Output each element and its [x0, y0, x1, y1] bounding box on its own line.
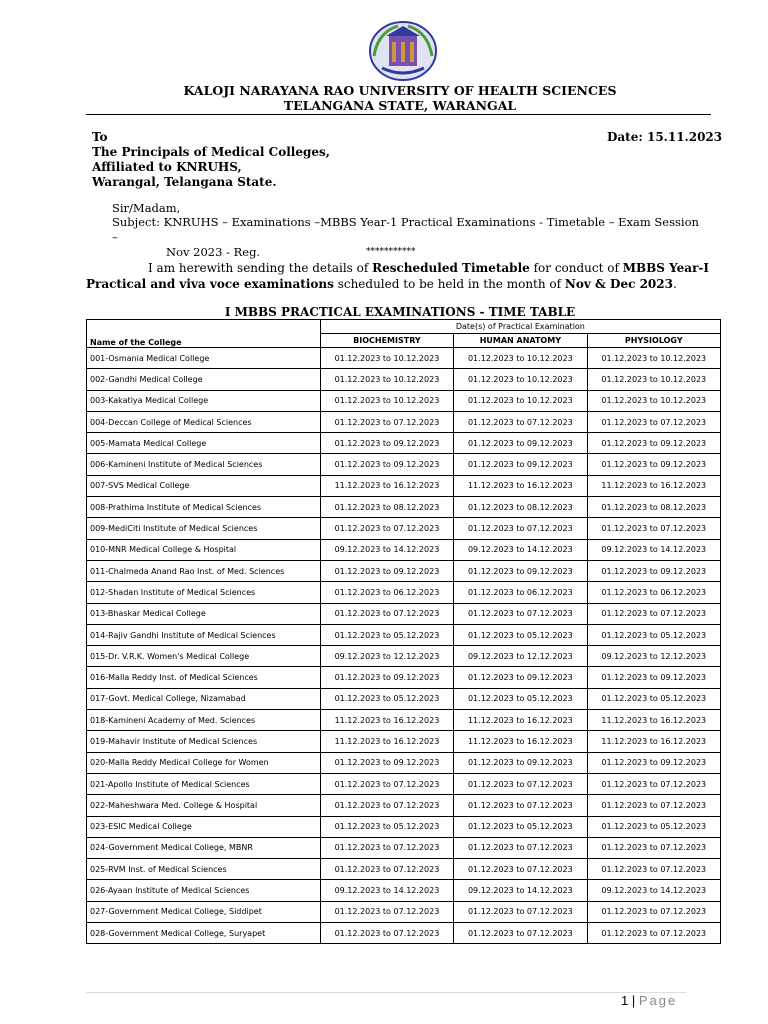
- separator-stars: ***********: [366, 247, 416, 257]
- college-name-cell: 008-Prathima Institute of Medical Sciences: [87, 497, 321, 518]
- college-name-cell: 027-Government Medical College, Siddipet: [87, 901, 321, 922]
- date-range-cell: 11.12.2023 to 16.12.2023: [320, 475, 453, 496]
- date-range-cell: 11.12.2023 to 16.12.2023: [587, 710, 720, 731]
- table-row: [87, 859, 721, 880]
- table-row: [87, 475, 721, 496]
- recipient-block: [92, 130, 330, 190]
- date-range-cell: 01.12.2023 to 09.12.2023: [587, 454, 720, 475]
- para-text: .: [672, 277, 677, 291]
- date-range-cell: 01.12.2023 to 10.12.2023: [454, 390, 587, 411]
- college-name-cell: 017-Govt. Medical College, Nizamabad: [87, 688, 321, 709]
- date-range-cell: 01.12.2023 to 07.12.2023: [320, 795, 453, 816]
- date-range-cell: 01.12.2023 to 07.12.2023: [320, 859, 453, 880]
- para-bold: Nov & Dec 2023: [564, 277, 673, 291]
- date-range-cell: 09.12.2023 to 12.12.2023: [587, 646, 720, 667]
- date-range-cell: 01.12.2023 to 07.12.2023: [454, 518, 587, 539]
- date-range-cell: 01.12.2023 to 09.12.2023: [454, 667, 587, 688]
- table-row: [87, 582, 721, 603]
- date-range-cell: 01.12.2023 to 05.12.2023: [320, 624, 453, 645]
- college-name-cell: 010-MNR Medical College & Hospital: [87, 539, 321, 560]
- date-range-cell: 01.12.2023 to 07.12.2023: [454, 837, 587, 858]
- date-range-cell: 01.12.2023 to 07.12.2023: [454, 773, 587, 794]
- date-range-cell: 01.12.2023 to 07.12.2023: [454, 795, 587, 816]
- body-paragraph: [86, 260, 711, 292]
- date-range-cell: 01.12.2023 to 07.12.2023: [587, 923, 720, 944]
- college-name-cell: 022-Maheshwara Med. College & Hospital: [87, 795, 321, 816]
- page-number-value: 1: [621, 993, 629, 1008]
- date-range-cell: 01.12.2023 to 10.12.2023: [320, 390, 453, 411]
- table-row: [87, 795, 721, 816]
- date-range-cell: 01.12.2023 to 07.12.2023: [320, 837, 453, 858]
- page-separator: |: [628, 993, 639, 1008]
- date-range-cell: 01.12.2023 to 06.12.2023: [454, 582, 587, 603]
- college-name-cell: 025-RVM Inst. of Medical Sciences: [87, 859, 321, 880]
- date-range-cell: 09.12.2023 to 14.12.2023: [320, 539, 453, 560]
- table-row: [87, 880, 721, 901]
- date-range-cell: 01.12.2023 to 08.12.2023: [320, 497, 453, 518]
- college-name-cell: 026-Ayaan Institute of Medical Sciences: [87, 880, 321, 901]
- date-range-cell: 01.12.2023 to 09.12.2023: [454, 752, 587, 773]
- date-range-cell: 01.12.2023 to 10.12.2023: [587, 369, 720, 390]
- date-range-cell: 09.12.2023 to 14.12.2023: [454, 539, 587, 560]
- table-row: [87, 433, 721, 454]
- date-range-cell: 09.12.2023 to 12.12.2023: [320, 646, 453, 667]
- date-range-cell: 01.12.2023 to 09.12.2023: [454, 454, 587, 475]
- university-location: TELANGANA STATE, WARANGAL: [283, 98, 517, 113]
- date-range-cell: 11.12.2023 to 16.12.2023: [587, 475, 720, 496]
- table-row: [87, 667, 721, 688]
- table-row: [87, 560, 721, 581]
- date-range-cell: 01.12.2023 to 07.12.2023: [320, 603, 453, 624]
- college-name-cell: 019-Mahavir Institute of Medical Sciences: [87, 731, 321, 752]
- para-bold: Rescheduled Timetable: [372, 261, 530, 275]
- header-divider: [86, 114, 711, 115]
- date-range-cell: 11.12.2023 to 16.12.2023: [454, 731, 587, 752]
- date-range-cell: 11.12.2023 to 16.12.2023: [454, 710, 587, 731]
- date-range-cell: 01.12.2023 to 10.12.2023: [587, 390, 720, 411]
- column-header-physiology: PHYSIOLOGY: [587, 334, 720, 348]
- college-name-cell: 007-SVS Medical College: [87, 475, 321, 496]
- date-range-cell: 01.12.2023 to 09.12.2023: [454, 560, 587, 581]
- date-range-cell: 01.12.2023 to 09.12.2023: [320, 667, 453, 688]
- subject-line-continued: Nov 2023 - Reg.: [166, 245, 261, 259]
- date-range-cell: 01.12.2023 to 07.12.2023: [587, 411, 720, 432]
- college-name-cell: 002-Gandhi Medical College: [87, 369, 321, 390]
- para-text: for conduct of: [529, 261, 623, 275]
- table-row: [87, 518, 721, 539]
- date-range-cell: 01.12.2023 to 07.12.2023: [587, 518, 720, 539]
- college-name-cell: 004-Deccan College of Medical Sciences: [87, 411, 321, 432]
- date-range-cell: 09.12.2023 to 14.12.2023: [320, 880, 453, 901]
- date-range-cell: 01.12.2023 to 07.12.2023: [454, 923, 587, 944]
- page-word: Page: [638, 993, 678, 1008]
- date-range-cell: 01.12.2023 to 05.12.2023: [454, 816, 587, 837]
- college-name-cell: 018-Kamineni Academy of Med. Sciences: [87, 710, 321, 731]
- date-range-cell: 09.12.2023 to 12.12.2023: [454, 646, 587, 667]
- table-row: [87, 646, 721, 667]
- table-row: [87, 923, 721, 944]
- date-range-cell: 01.12.2023 to 09.12.2023: [320, 752, 453, 773]
- column-header-anatomy: HUMAN ANATOMY: [454, 334, 587, 348]
- college-name-cell: 014-Rajiv Gandhi Institute of Medical Sciences: [87, 624, 321, 645]
- table-row: [87, 773, 721, 794]
- table-row: [87, 411, 721, 432]
- date-range-cell: 01.12.2023 to 07.12.2023: [587, 603, 720, 624]
- para-text: I am herewith sending the details of: [148, 261, 373, 275]
- date-range-cell: 01.12.2023 to 07.12.2023: [454, 901, 587, 922]
- table-row: [87, 816, 721, 837]
- date-range-cell: 01.12.2023 to 07.12.2023: [587, 773, 720, 794]
- date-range-cell: 01.12.2023 to 07.12.2023: [320, 923, 453, 944]
- college-name-cell: 006-Kamineni Institute of Medical Sciences: [87, 454, 321, 475]
- timetable-body: [87, 348, 721, 944]
- table-row: [87, 390, 721, 411]
- date-range-cell: 01.12.2023 to 10.12.2023: [320, 369, 453, 390]
- letter-date: Date: 15.11.2023: [607, 130, 723, 144]
- college-name-cell: 016-Malla Reddy Inst. of Medical Sciences: [87, 667, 321, 688]
- table-row: [87, 710, 721, 731]
- date-range-cell: 01.12.2023 to 07.12.2023: [320, 411, 453, 432]
- date-group-header: Date(s) of Practical Examination: [320, 320, 720, 334]
- date-range-cell: 01.12.2023 to 10.12.2023: [587, 348, 720, 369]
- timetable: [86, 319, 721, 944]
- date-range-cell: 01.12.2023 to 09.12.2023: [587, 667, 720, 688]
- date-range-cell: 01.12.2023 to 10.12.2023: [454, 369, 587, 390]
- table-row: [87, 901, 721, 922]
- date-range-cell: 11.12.2023 to 16.12.2023: [320, 710, 453, 731]
- date-range-cell: 01.12.2023 to 07.12.2023: [587, 859, 720, 880]
- date-range-cell: 01.12.2023 to 07.12.2023: [320, 901, 453, 922]
- date-range-cell: 01.12.2023 to 09.12.2023: [454, 433, 587, 454]
- table-row: [87, 837, 721, 858]
- date-range-cell: 01.12.2023 to 09.12.2023: [587, 433, 720, 454]
- date-range-cell: 01.12.2023 to 05.12.2023: [587, 816, 720, 837]
- date-range-cell: 01.12.2023 to 05.12.2023: [587, 624, 720, 645]
- date-range-cell: 01.12.2023 to 05.12.2023: [587, 688, 720, 709]
- date-range-cell: 01.12.2023 to 06.12.2023: [587, 582, 720, 603]
- table-row: [87, 497, 721, 518]
- college-name-cell: 001-Osmania Medical College: [87, 348, 321, 369]
- table-row: [87, 752, 721, 773]
- date-range-cell: 01.12.2023 to 05.12.2023: [320, 688, 453, 709]
- table-row: [87, 454, 721, 475]
- date-range-cell: 01.12.2023 to 07.12.2023: [454, 859, 587, 880]
- table-row: [87, 348, 721, 369]
- date-range-cell: 01.12.2023 to 10.12.2023: [454, 348, 587, 369]
- date-range-cell: 01.12.2023 to 09.12.2023: [320, 560, 453, 581]
- date-range-cell: 01.12.2023 to 08.12.2023: [587, 497, 720, 518]
- table-row: [87, 539, 721, 560]
- recipient-line: Warangal, Telangana State.: [92, 175, 277, 189]
- college-name-cell: 009-MediCiti Institute of Medical Sciences: [87, 518, 321, 539]
- college-name-header: Name of the College: [87, 320, 321, 348]
- college-name-cell: 015-Dr. V.R.K. Women's Medical College: [87, 646, 321, 667]
- date-range-cell: 01.12.2023 to 05.12.2023: [320, 816, 453, 837]
- college-name-cell: 021-Apollo Institute of Medical Sciences: [87, 773, 321, 794]
- college-name-cell: 011-Chalmeda Anand Rao Inst. of Med. Sciences: [87, 560, 321, 581]
- timetable-title: I MBBS PRACTICAL EXAMINATIONS - TIME TABLE: [224, 305, 576, 319]
- college-name-cell: 003-Kakatiya Medical College: [87, 390, 321, 411]
- date-range-cell: 09.12.2023 to 14.12.2023: [587, 880, 720, 901]
- table-row: [87, 688, 721, 709]
- college-name-cell: 013-Bhaskar Medical College: [87, 603, 321, 624]
- date-range-cell: 09.12.2023 to 14.12.2023: [587, 539, 720, 560]
- date-range-cell: 01.12.2023 to 09.12.2023: [320, 433, 453, 454]
- date-range-cell: 01.12.2023 to 09.12.2023: [320, 454, 453, 475]
- date-range-cell: 01.12.2023 to 07.12.2023: [454, 411, 587, 432]
- recipient-line: Affiliated to KNRUHS,: [92, 160, 242, 174]
- page-number: [621, 993, 677, 1008]
- college-name-cell: 023-ESIC Medical College: [87, 816, 321, 837]
- footer-divider: [86, 992, 686, 993]
- date-range-cell: 01.12.2023 to 05.12.2023: [454, 688, 587, 709]
- salutation: Sir/Madam,: [112, 201, 181, 215]
- date-range-cell: 01.12.2023 to 08.12.2023: [454, 497, 587, 518]
- recipient-line: The Principals of Medical Colleges,: [92, 145, 330, 159]
- date-range-cell: 11.12.2023 to 16.12.2023: [454, 475, 587, 496]
- date-range-cell: 01.12.2023 to 05.12.2023: [454, 624, 587, 645]
- subject-line: Subject: KNRUHS – Examinations –MBBS Year-1 Practical Examinations - Timetable – Exam Session –: [112, 215, 699, 244]
- date-range-cell: 01.12.2023 to 07.12.2023: [454, 603, 587, 624]
- college-name-cell: 012-Shadan Institute of Medical Sciences: [87, 582, 321, 603]
- table-row: [87, 603, 721, 624]
- university-name: KALOJI NARAYANA RAO UNIVERSITY OF HEALTH SCIENCES: [183, 83, 617, 98]
- to-label: To: [92, 130, 108, 144]
- para-bold: MBBS Year-I Practical and viva voce examinations: [86, 261, 709, 291]
- date-range-cell: 09.12.2023 to 14.12.2023: [454, 880, 587, 901]
- date-range-cell: 01.12.2023 to 07.12.2023: [587, 837, 720, 858]
- college-name-cell: 020-Malla Reddy Medical College for Women: [87, 752, 321, 773]
- date-range-cell: 01.12.2023 to 09.12.2023: [587, 560, 720, 581]
- table-row: [87, 369, 721, 390]
- university-seal-logo: [368, 20, 438, 82]
- date-range-cell: 01.12.2023 to 07.12.2023: [320, 518, 453, 539]
- date-range-cell: 01.12.2023 to 07.12.2023: [320, 773, 453, 794]
- date-range-cell: 01.12.2023 to 09.12.2023: [587, 752, 720, 773]
- date-range-cell: 11.12.2023 to 16.12.2023: [320, 731, 453, 752]
- date-range-cell: 01.12.2023 to 07.12.2023: [587, 901, 720, 922]
- table-row: [87, 731, 721, 752]
- date-range-cell: 01.12.2023 to 10.12.2023: [320, 348, 453, 369]
- date-range-cell: 11.12.2023 to 16.12.2023: [587, 731, 720, 752]
- table-row: [87, 624, 721, 645]
- college-name-cell: 028-Government Medical College, Suryapet: [87, 923, 321, 944]
- college-name-cell: 005-Mamata Medical College: [87, 433, 321, 454]
- college-name-cell: 024-Government Medical College, MBNR: [87, 837, 321, 858]
- column-header-biochemistry: BIOCHEMISTRY: [320, 334, 453, 348]
- para-text: scheduled to be held in the month of: [333, 277, 565, 291]
- date-range-cell: 01.12.2023 to 07.12.2023: [587, 795, 720, 816]
- date-range-cell: 01.12.2023 to 06.12.2023: [320, 582, 453, 603]
